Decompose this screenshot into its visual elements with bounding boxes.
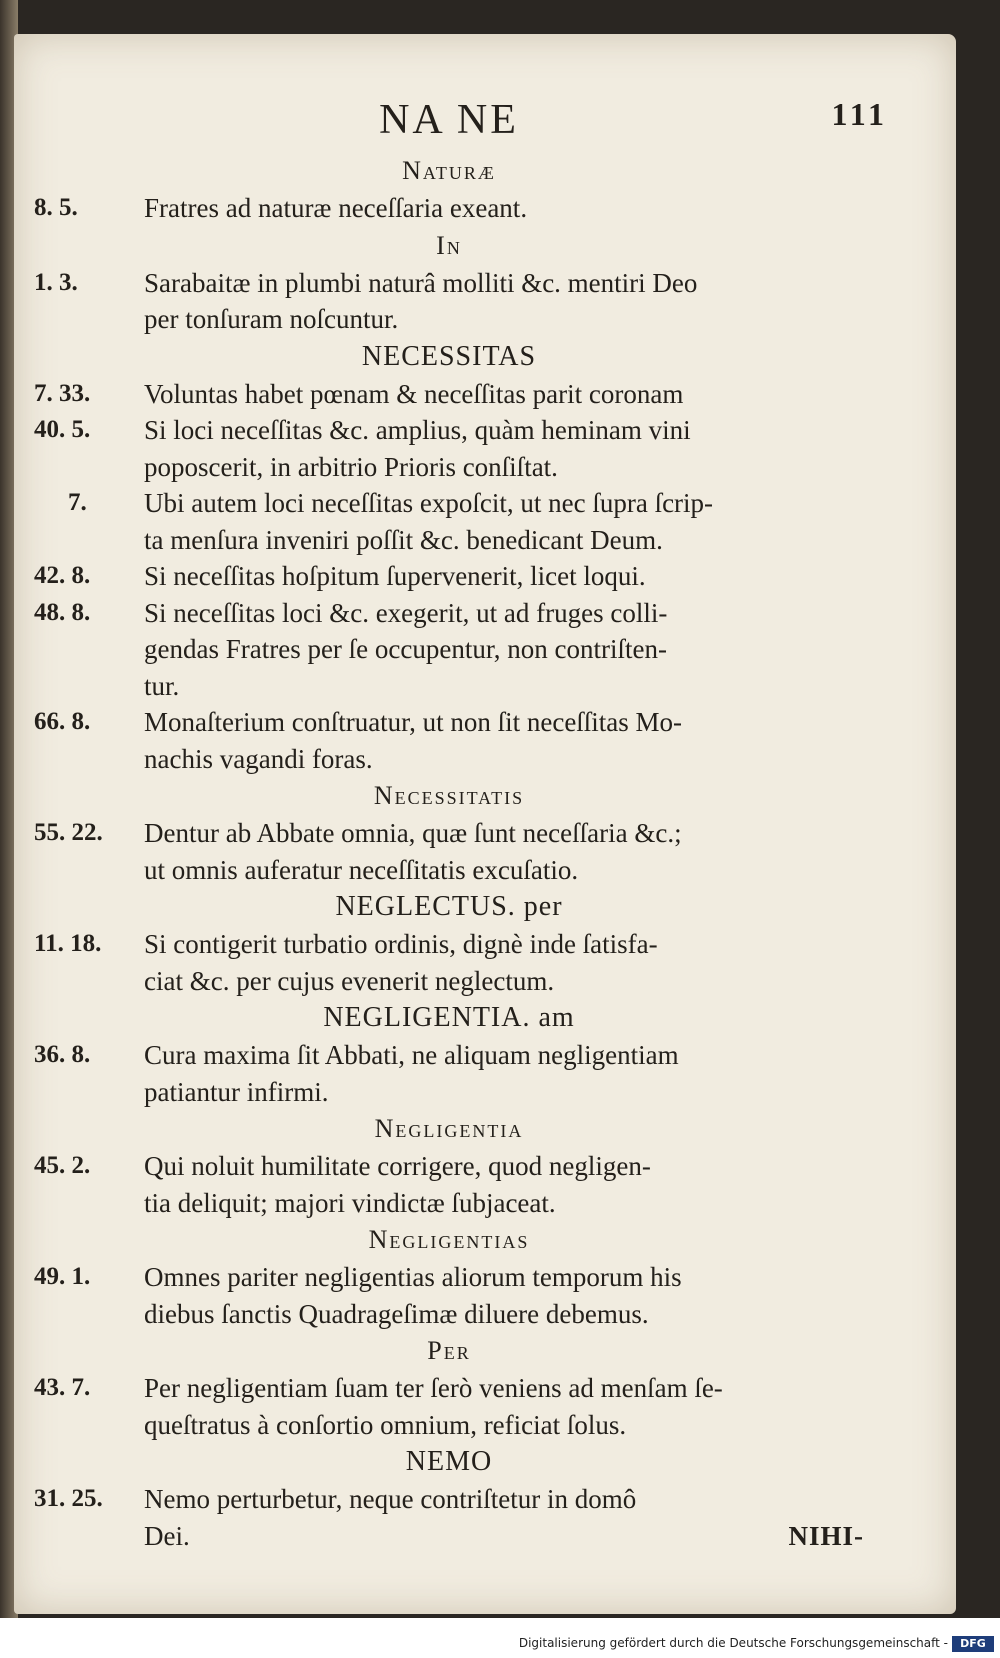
entry-line: Ubi autem loci neceſſitas expoſcit, ut nec ſupra ſcrip- [144,488,714,518]
entry-line: per tonſuram noſcuntur. [144,304,399,334]
entry-line: Sarabaitæ in plumbi naturâ molliti &c. mentiri Deo [144,267,698,298]
page-number: 111 [831,96,888,132]
book-page [14,34,956,1614]
entry-line: ciat &c. per cujus evenerit neglectum. [144,965,555,996]
entry-reference: 42. 8. [34,562,91,589]
page-content [34,88,888,1554]
entry-reference: 31. 25. [34,1485,103,1512]
entry-reference: 45. 2. [34,1152,91,1179]
entry-reference: 49. 1. [34,1263,91,1290]
running-head: NA NE [379,97,519,143]
entry-line: ut omnis auferatur neceſſitatis excuſatio. [144,854,579,885]
entry-line: Dentur ab Abbate omnia, quæ ſunt neceſſaria &c.; [144,818,682,848]
entry-line: Si neceſſitas loci &c. exegerit, ut ad fruges colli- [144,597,668,628]
entry-line: patiantur infirmi. [144,1076,329,1107]
entry-reference: 7. 33. [34,379,91,407]
entry-line: Nemo perturbetur, neque contriſtetur in domô [144,1484,637,1514]
index-entry [34,926,864,999]
entry-reference: 48. 8. [34,598,91,626]
index-entry [34,704,864,777]
index-entry [34,595,864,705]
entry-line: Omnes pariter negligentias aliorum temporum his [144,1262,682,1292]
index-heading: In [436,230,462,260]
index-heading: NECESSITAS [361,340,537,372]
entry-line: poposcerit, in arbitrio Prioris conſiſtat. [144,451,558,482]
index-heading: Per [427,1336,471,1365]
entry-line: nachis vagandi foras. [144,743,373,774]
entry-line: ta menſura inveniri poſſit &c. benedicant Deum. [144,524,663,555]
entry-line: Cura maxima ſit Abbati, ne aliquam negligentiam [144,1040,679,1070]
index-heading: NEMO [405,1446,493,1477]
entry-line: Monaſterium conſtruatur, ut non ſit neceſſitas Mo- [144,707,683,737]
index-entries [34,152,864,1518]
entry-reference: 1. 3. [34,268,78,296]
entry-reference: 40. 5. [34,416,91,443]
entry-line: Fratres ad naturæ neceſſaria exeant. [144,193,528,223]
index-entry [34,1148,864,1221]
index-heading: NEGLECTUS. per [335,891,563,922]
final-line-text: Dei. [144,1520,190,1551]
entry-line: tur. [144,670,180,701]
entry-line: Qui noluit humilitate corrigere, quod negligen- [144,1151,651,1181]
entry-reference: 66. 8. [34,708,91,735]
entry-reference: 7. [68,489,87,516]
index-heading: Necessitatis [373,781,525,810]
page-header [34,88,888,152]
index-entry [34,376,864,413]
entry-line: queſtratus à conſortio omnium, reficiat ſolus. [144,1409,627,1440]
entry-reference: 36. 8. [34,1041,91,1068]
entry-reference: 43. 7. [34,1374,91,1401]
entry-line: gendas Fratres per ſe occupentur, non contriſten- [144,634,667,664]
index-heading: Negligentia [374,1114,524,1143]
index-entry [34,1259,864,1332]
entry-line: tia deliquit; majori vindictæ ſubjaceat. [144,1187,556,1218]
index-entry [34,815,864,888]
entry-line: Si contigerit turbatio ordinis, dignè inde ſatisfa- [144,929,658,959]
entry-line: Voluntas habet pœnam & neceſſitas parit coronam [144,378,684,409]
entry-line: Si neceſſitas hoſpitum ſupervenerit, licet loqui. [144,561,646,591]
index-entry [34,485,864,558]
index-entry [34,412,864,485]
index-entry [34,1370,864,1443]
entry-line: Per negligentiam ſuam ter ſerò veniens ad menſam ſe- [144,1373,723,1403]
entry-line: Si loci neceſſitas &c. amplius, quàm heminam vini [144,415,691,445]
index-entry [34,558,864,595]
entry-reference: 55. 22. [34,819,103,846]
index-entry [34,1481,864,1518]
index-entry [34,265,864,338]
footer-bar [0,1618,1000,1658]
catchword: NIHI- [788,1520,864,1551]
entry-reference: 11. 18. [34,930,102,957]
entry-line: diebus ſanctis Quadrageſimæ diluere debemus. [144,1298,649,1329]
index-heading: Negligentias [368,1225,530,1254]
dfg-logo: DFG [952,1636,994,1652]
index-heading: Naturæ [402,156,496,185]
index-entry [34,190,864,227]
entry-reference: 8. 5. [34,194,78,221]
final-line [34,1518,864,1554]
funding-credit: Digitalisierung gefördert durch die Deutsche Forschungsgemeinschaft - [518,1636,948,1650]
index-entry [34,1037,864,1110]
index-heading: NEGLIGENTIA. am [323,1002,575,1033]
